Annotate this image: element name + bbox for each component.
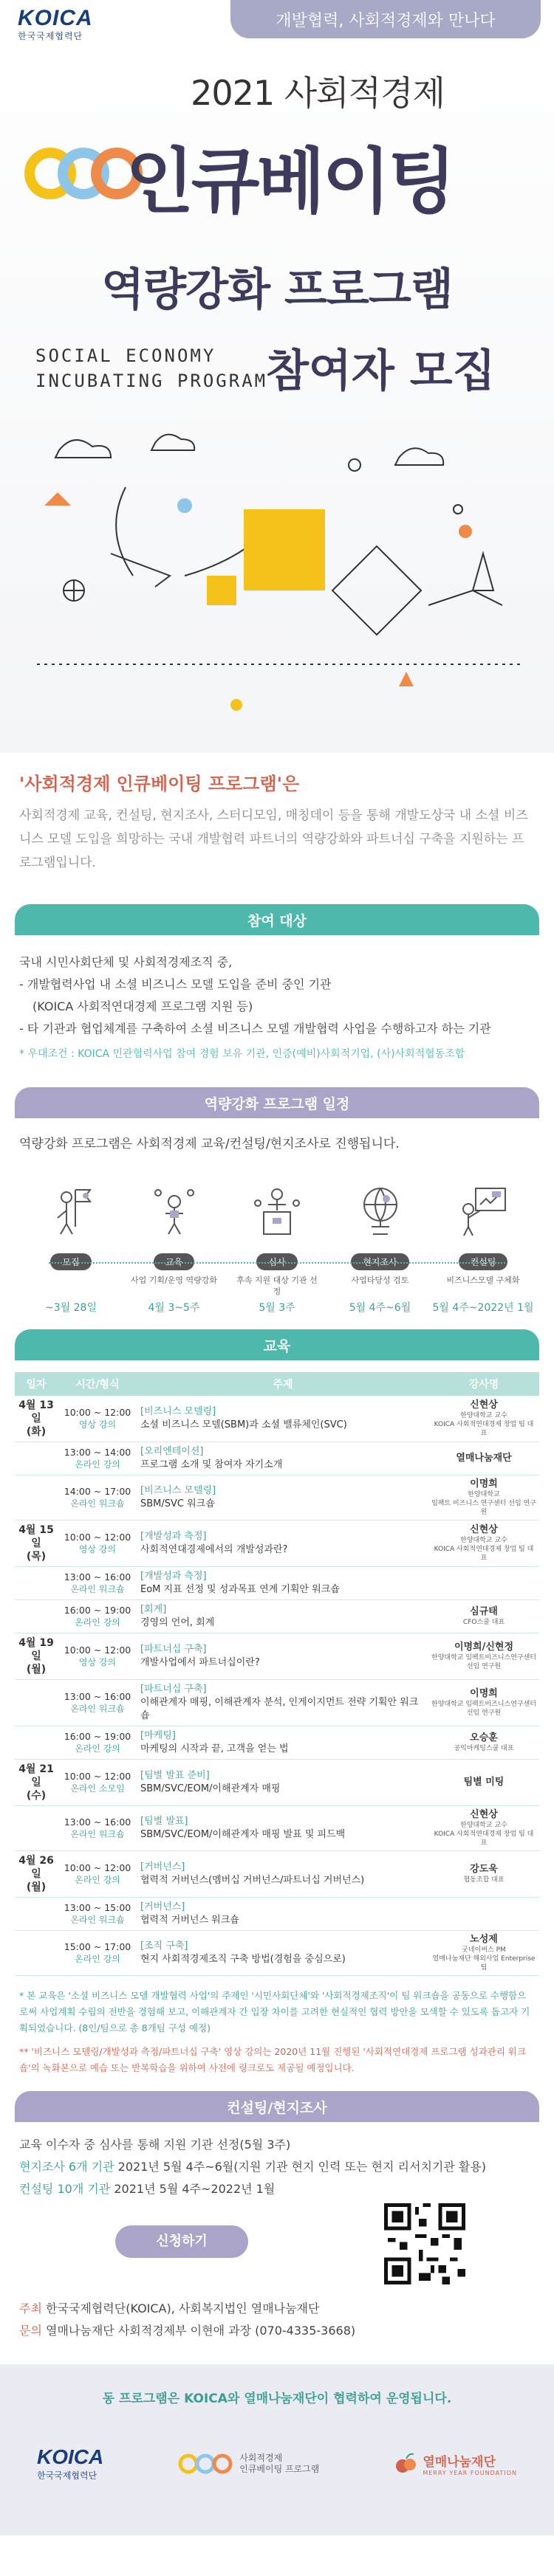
qr-code[interactable] xyxy=(384,2203,465,2284)
row-time-cell xyxy=(58,1442,137,1475)
inquiry-val: 열매나눔재단 사회적경제부 이현애 과장 (070-4335-3668) xyxy=(46,2324,356,2338)
flag-person-icon xyxy=(41,1181,100,1240)
koica-footer-logo-sub: 한국국제협력단 xyxy=(36,2470,98,2481)
row-mode: 영상 강의 xyxy=(78,1419,117,1430)
inquiry-key: 문의 xyxy=(19,2324,42,2338)
education-section xyxy=(0,1360,554,1983)
schedule-steps xyxy=(19,1181,535,1315)
row-time-cell xyxy=(58,1851,137,1898)
consulting-line xyxy=(19,2178,535,2200)
koica-logo xyxy=(18,6,93,42)
lecture-icon xyxy=(145,1181,204,1240)
table-row xyxy=(15,1851,539,1898)
row-time: 10:00 ~ 12:00 xyxy=(64,1407,131,1418)
eligibility-line: 국내 시민사회단체 및 사회적경제조직 중, xyxy=(19,955,233,969)
row-topic-cell xyxy=(137,1475,428,1521)
hero-english-line2: INCUBATING PROGRAM xyxy=(35,371,268,391)
row-date: 4월 13일 (화) xyxy=(15,1396,58,1442)
col-time: 시간/형식 xyxy=(58,1372,137,1396)
row-lecturer-cell xyxy=(428,1600,539,1633)
step-date: 4월 3~5주 xyxy=(148,1302,200,1314)
koica-logo-text: KOICA xyxy=(18,6,93,30)
row-category: [회계] xyxy=(140,1604,167,1615)
education-note-1: * 본 교육은 '소셜 비즈니스 모델 개발협력 사업'의 주제인 '시민사회단체'와 '사회적경제조직'이 팀 워크숍을 공동으로 수행함으로써 사업계획 수립의 전반을 경험해 보고, 이해관계자 간 입장 차이를 고려한 현실적인 협력 방안을 모색할 수 있도록 돕고자 기획되었습니다. (8인/팀으로 총 8개팀 구성 예정) xyxy=(19,1990,530,2033)
row-topic: 프로그램 소개 및 참여자 자기소개 xyxy=(140,1459,283,1470)
consulting-line: 교육 이수자 중 심사를 통해 지원 기관 선정(5월 3주) xyxy=(19,2138,291,2152)
row-topic-cell xyxy=(137,1567,428,1600)
row-time: 16:00 ~ 19:00 xyxy=(64,1605,131,1616)
row-topic: 마케팅의 시작과 끝, 고객을 얻는 법 xyxy=(140,1743,289,1754)
row-lecturer: 신현상 xyxy=(470,1399,498,1411)
row-time-cell xyxy=(58,1600,137,1633)
row-topic-cell xyxy=(137,1806,428,1851)
step-desc: 후속 지원 대상 기관 선정 xyxy=(236,1275,318,1296)
row-time-cell xyxy=(58,1726,137,1760)
row-time-cell xyxy=(58,1567,137,1600)
hero-subtitle: 역량강화 프로그램 xyxy=(101,264,453,316)
row-topic-cell xyxy=(137,1726,428,1760)
row-time-cell xyxy=(58,1521,137,1567)
tagline-pill: 개발협력, 사회적경제와 만나다 xyxy=(230,0,541,38)
podium-icon xyxy=(247,1181,307,1240)
row-topic-cell xyxy=(137,1600,428,1633)
step-date: 5월 4주~6월 xyxy=(349,1302,411,1314)
incubating-footer-logo xyxy=(177,2451,319,2476)
schedule-section xyxy=(0,1118,554,1329)
row-lecturer-cell xyxy=(428,1633,539,1680)
row-category: [조직 구축] xyxy=(140,1940,188,1952)
schedule-step xyxy=(233,1181,321,1315)
row-time: 13:00 ~ 16:00 xyxy=(64,1691,131,1702)
hero-recruit-title: 참여자 모집 xyxy=(266,345,496,397)
row-time-cell xyxy=(58,1806,137,1851)
step-desc: 비즈니스모델 구체화 xyxy=(446,1275,520,1285)
row-time-cell xyxy=(58,1898,137,1931)
fruit-icon xyxy=(393,2451,418,2476)
row-time-cell xyxy=(58,1396,137,1442)
host-key: 주최 xyxy=(19,2301,42,2315)
row-topic-cell xyxy=(137,1898,428,1931)
row-topic: 개발사업에서 파트너십이란? xyxy=(140,1657,260,1668)
consulting-section xyxy=(0,2122,554,2276)
consulting-val: 2021년 5월 4주~2022년 1월 xyxy=(114,2182,276,2196)
row-time: 10:00 ~ 12:00 xyxy=(64,1771,131,1782)
row-topic: 협력적 거버넌스(멤버십 거버넌스/파트너십 거버넌스) xyxy=(140,1875,365,1886)
schedule-step xyxy=(336,1181,425,1315)
row-topic-cell xyxy=(137,1680,428,1726)
row-lecturer-affiliation: 협동조합 대표 xyxy=(463,1876,505,1884)
row-lecturer: 신현상 xyxy=(470,1524,498,1535)
eligibility-note: * 우대조건 : KOICA 민관협력사업 참여 경험 보유 기관, 인증(예비)사회적기업, (사)사회적협동조합 xyxy=(19,1048,465,1060)
row-lecturer: 강도욱 xyxy=(470,1864,498,1875)
row-lecturer-affiliation: 한양대학교 임팩트비즈니스연구센터 선임 연구원 xyxy=(431,1701,536,1717)
row-category: [파트너십 구축] xyxy=(140,1644,207,1655)
row-lecturer-affiliation: 한양대학교 임팩트비즈니스연구센터 선임 연구원 xyxy=(431,1654,536,1670)
table-row xyxy=(15,1442,539,1475)
consulting-key: 현지조사 6개 기관 xyxy=(19,2160,114,2174)
row-time: 10:00 ~ 12:00 xyxy=(64,1532,131,1543)
row-date: 4월 15일 (목) xyxy=(15,1521,58,1567)
merry-year-footer-logo xyxy=(393,2451,517,2476)
row-time: 14:00 ~ 17:00 xyxy=(64,1486,131,1497)
row-topic-cell xyxy=(137,1633,428,1680)
row-time: 15:00 ~ 17:00 xyxy=(64,1941,131,1952)
row-lecturer-cell xyxy=(428,1521,539,1567)
incubating-logo-line1: 사회적경제 xyxy=(239,2452,283,2463)
row-mode: 온라인 강의 xyxy=(75,1875,120,1885)
footer-message: 동 프로그램은 KOICA와 열매나눔재단이 협력하여 운영됩니다. xyxy=(102,2391,452,2406)
row-date xyxy=(15,1600,58,1633)
col-topic: 주제 xyxy=(137,1372,428,1396)
row-mode: 온라인 워크숍 xyxy=(70,1584,125,1594)
inquiry-line xyxy=(19,2320,535,2342)
host-val: 한국국제협력단(KOICA), 사회복지법인 열매나눔재단 xyxy=(46,2301,320,2315)
row-topic: 사회적연대경제에서의 개발성과란? xyxy=(140,1544,288,1555)
row-date xyxy=(15,1898,58,1931)
row-date xyxy=(15,1680,58,1726)
intro-section xyxy=(0,753,554,904)
row-time-cell xyxy=(58,1475,137,1521)
row-date xyxy=(15,1567,58,1600)
globe-icon xyxy=(351,1181,410,1240)
row-category: [오리엔테이션] xyxy=(140,1446,204,1457)
table-row xyxy=(15,1680,539,1726)
row-date xyxy=(15,1806,58,1851)
row-time: 13:00 ~ 16:00 xyxy=(64,1571,131,1583)
row-mode: 온라인 워크숍 xyxy=(70,1829,125,1839)
education-table xyxy=(15,1372,539,1976)
merry-year-logo-name: 열매나눔재단 xyxy=(423,2454,496,2470)
row-category: [마케팅] xyxy=(140,1730,176,1741)
row-lecturer-affiliation: 한양대학교 교수 KOICA 사회적연대경제 창업 팀 대표 xyxy=(434,1537,534,1562)
intro-body: 사회적경제 교육, 컨설팅, 현지조사, 스터디모임, 매칭데이 등을 통해 개발도상국 내 소셜 비즈니스 모델 도입을 희망하는 국내 개발협력 파트너의 역량강화와 파트너십 구축을 지원하는 프로그램입니다. xyxy=(19,808,528,870)
row-lecturer-cell xyxy=(428,1898,539,1931)
row-time: 10:00 ~ 12:00 xyxy=(64,1862,131,1873)
row-mode: 영상 강의 xyxy=(78,1657,117,1667)
step-date: 5월 4주~2022년 1월 xyxy=(432,1302,534,1314)
row-lecturer-affiliation: 공익마케팅스쿨 대표 xyxy=(454,1745,514,1752)
row-time: 13:00 ~ 16:00 xyxy=(64,1816,131,1828)
row-lecturer: 심규태 xyxy=(470,1606,498,1617)
schedule-lead: 역량강화 프로그램은 사회적경제 교육/컨설팅/현지조사로 진행됩니다. xyxy=(19,1137,400,1151)
row-lecturer-cell xyxy=(428,1567,539,1600)
schedule-step xyxy=(27,1181,115,1315)
row-topic: 현지 사회적경제조직 구축 방법(경험을 중심으로) xyxy=(140,1954,346,1965)
row-lecturer-cell xyxy=(428,1760,539,1806)
row-topic: SBM/SVC 워크숍 xyxy=(140,1498,215,1509)
row-lecturer-affiliation: 한양대학교 교수 KOICA 사회적연대경제 창업 팀 대표 xyxy=(434,1412,534,1437)
row-category: [파트너십 구축] xyxy=(140,1684,207,1695)
row-topic: SBM/SVC/EOM/이해관계자 매핑 xyxy=(140,1783,281,1794)
incubating-footer-logo-text xyxy=(239,2453,319,2475)
merry-year-logo-sub: MERRY YEAR FOUNDATION xyxy=(423,2469,517,2476)
row-topic: SBM/SVC/EOM/이해관계자 매핑 발표 및 피드백 xyxy=(140,1829,346,1840)
table-row xyxy=(15,1806,539,1851)
education-note-2: ** '비즈니스 모델링/개발성과 측정/파트너십 구축' 영상 강의는 2020년 11월 진행된 '사회적연대경제 프로그램 성과관리 워크숍'의 녹화본으로 예습 또는 반복학습을 위하여 사전에 링크로도 제공될 예정입니다. xyxy=(19,2046,527,2073)
hero-section xyxy=(0,0,554,753)
table-row xyxy=(15,1396,539,1442)
step-tag: 컨설팅 xyxy=(459,1253,508,1270)
schedule-step xyxy=(130,1181,219,1315)
step-tag: 교육 xyxy=(154,1253,194,1270)
table-row xyxy=(15,1521,539,1567)
row-lecturer: 노성제 xyxy=(470,1934,498,1945)
education-notes xyxy=(0,1983,554,2091)
eligibility-section xyxy=(0,935,554,1087)
row-mode: 온라인 강의 xyxy=(75,1617,120,1628)
row-lecturer-affiliation: 한양대학교 교수 KOICA 사회적연대경제 창업 팀 대표 xyxy=(434,1822,534,1847)
steps-connector xyxy=(49,1262,505,1264)
row-date: 4월 21일 (수) xyxy=(15,1760,58,1806)
row-time: 13:00 ~ 15:00 xyxy=(64,1902,131,1913)
row-lecturer-affiliation: 한양대학교 임팩트 비즈니스 연구센터 선임 연구원 xyxy=(431,1491,536,1516)
step-tag: 심사 xyxy=(256,1253,297,1270)
row-category: [개발성과 측정] xyxy=(140,1531,207,1542)
row-category: [비즈니스 모델링] xyxy=(140,1485,216,1496)
footer xyxy=(0,2364,554,2535)
row-lecturer: 열매나눔재단 xyxy=(456,1453,512,1464)
merry-year-logo-text xyxy=(423,2451,517,2476)
row-lecturer: 이명희/신현정 xyxy=(454,1642,514,1653)
hero-year-line: 2021 사회적경제 xyxy=(191,73,445,113)
row-topic: 소셜 비즈니스 모델(SBM)과 소셜 밸류체인(SVC) xyxy=(140,1419,347,1430)
row-lecturer: 이명희 xyxy=(470,1688,498,1699)
row-lecturer-affiliation: CFO스쿨 대표 xyxy=(462,1619,505,1626)
row-topic-cell xyxy=(137,1760,428,1806)
consulting-key: 컨설팅 10개 기관 xyxy=(19,2182,111,2196)
row-mode: 온라인 소모임 xyxy=(70,1783,125,1794)
table-row xyxy=(15,1475,539,1521)
row-topic-cell xyxy=(137,1442,428,1475)
row-lecturer-cell xyxy=(428,1680,539,1726)
row-topic: 협력적 거버넌스 워크숍 xyxy=(140,1915,239,1926)
koica-footer-logo xyxy=(37,2445,103,2482)
eligibility-line: (KOICA 사회적연대경제 프로그램 지원 등) xyxy=(33,999,253,1013)
row-lecturer-cell xyxy=(428,1442,539,1475)
row-date xyxy=(15,1931,58,1976)
table-row xyxy=(15,1931,539,1976)
row-mode: 온라인 강의 xyxy=(75,1459,120,1470)
table-row xyxy=(15,1633,539,1680)
row-time-cell xyxy=(58,1633,137,1680)
step-desc: 사업 기획/운영 역량강화 xyxy=(131,1275,217,1285)
table-row xyxy=(15,1726,539,1760)
education-table-body xyxy=(15,1396,539,1976)
col-lecturer: 강사명 xyxy=(428,1372,539,1396)
table-row xyxy=(15,1567,539,1600)
row-category: [거버넌스] xyxy=(140,1862,185,1873)
incubating-rings-small-icon xyxy=(177,2451,233,2476)
row-topic: 경영의 언어, 회계 xyxy=(140,1617,215,1628)
hero-illustration xyxy=(15,421,539,731)
apply-button[interactable]: 신청하기 xyxy=(115,2225,248,2258)
row-lecturer-cell xyxy=(428,1396,539,1442)
consulting-title: 컨설팅/현지조사 xyxy=(15,2091,539,2122)
row-topic-cell xyxy=(137,1931,428,1976)
row-lecturer-affiliation: 굿네이버스 PM 열매나눔재단 해외사업 Enterprise 팀 xyxy=(432,1946,536,1971)
step-tag: 현지조사 xyxy=(351,1253,408,1270)
contact-section xyxy=(0,2276,554,2349)
row-lecturer-cell xyxy=(428,1726,539,1760)
row-mode: 온라인 워크숍 xyxy=(70,1498,125,1509)
incubating-logo-line2: 인큐베이팅 프로그램 xyxy=(239,2463,320,2474)
step-desc: 사업타당성 검토 xyxy=(351,1275,409,1285)
koica-logo-sub: 한국국제협력단 xyxy=(18,31,83,41)
row-mode: 온라인 워크숍 xyxy=(70,1915,125,1925)
education-header-row xyxy=(15,1372,539,1396)
row-lecturer: 팀별 미팅 xyxy=(463,1777,505,1788)
row-lecturer-cell xyxy=(428,1475,539,1521)
row-mode: 온라인 강의 xyxy=(75,1954,120,1964)
consulting-val: 2021년 5월 4주~6월(지원 기관 현지 인력 또는 현지 리서치기관 활용) xyxy=(117,2160,487,2174)
row-topic-cell xyxy=(137,1396,428,1442)
row-lecturer: 오승훈 xyxy=(470,1732,498,1743)
row-time: 13:00 ~ 14:00 xyxy=(64,1447,131,1458)
row-lecturer-cell xyxy=(428,1851,539,1898)
row-time: 16:00 ~ 19:00 xyxy=(64,1731,131,1742)
koica-footer-logo-text: KOICA xyxy=(36,2445,104,2468)
intro-heading: '사회적경제 인큐베이팅 프로그램'은 xyxy=(19,774,300,794)
row-time-cell xyxy=(58,1680,137,1726)
table-row xyxy=(15,1760,539,1806)
education-title: 교육 xyxy=(15,1329,539,1360)
row-time-cell xyxy=(58,1931,137,1976)
row-topic: EoM 지표 선정 및 성과목표 연계 기획안 워크숍 xyxy=(140,1584,340,1595)
row-lecturer: 이명희 xyxy=(470,1478,498,1490)
row-date xyxy=(15,1442,58,1475)
row-mode: 온라인 워크숍 xyxy=(70,1704,125,1714)
row-category: [거버넌스] xyxy=(140,1901,185,1912)
row-mode: 영상 강의 xyxy=(78,1544,117,1554)
step-tag: 모집 xyxy=(50,1253,91,1270)
row-category: [개발성과 측정] xyxy=(140,1571,207,1582)
schedule-step xyxy=(432,1181,534,1315)
hero-english-line1: SOCIAL ECONOMY xyxy=(35,345,216,366)
row-date: 4월 26일 (월) xyxy=(15,1851,58,1898)
table-row xyxy=(15,1600,539,1633)
row-lecturer-cell xyxy=(428,1806,539,1851)
consulting-line xyxy=(19,2156,535,2178)
row-mode: 온라인 강의 xyxy=(75,1743,120,1754)
schedule-title: 역량강화 프로그램 일정 xyxy=(15,1087,539,1118)
host-line xyxy=(19,2298,535,2320)
row-time: 10:00 ~ 12:00 xyxy=(64,1645,131,1656)
row-category: [팀별 발표] xyxy=(140,1816,188,1827)
row-topic-cell xyxy=(137,1521,428,1567)
table-row xyxy=(15,1898,539,1931)
row-date: 4월 19일 (월) xyxy=(15,1633,58,1680)
consulting-icon xyxy=(454,1181,513,1240)
eligibility-title: 참여 대상 xyxy=(15,904,539,935)
eligibility-line: - 타 기관과 협업체계를 구축하여 소셜 비즈니스 모델 개발협력 사업을 수행하고자 하는 기관 xyxy=(19,1022,491,1036)
hero-english-title xyxy=(35,343,267,393)
step-date: 5월 3주 xyxy=(259,1302,295,1314)
row-lecturer-cell xyxy=(428,1931,539,1976)
row-category: [비즈니스 모델링] xyxy=(140,1406,216,1417)
row-category: [팀별 발표 준비] xyxy=(140,1770,210,1781)
row-topic: 이해관계자 매핑, 이해관계자 분석, 인게이지먼트 전략 기획안 워크숍 xyxy=(140,1697,419,1721)
step-date: ~3월 28일 xyxy=(45,1302,97,1314)
eligibility-line: - 개발협력사업 내 소셜 비즈니스 모델 도입을 준비 중인 기관 xyxy=(19,977,332,991)
row-lecturer: 신현상 xyxy=(470,1809,498,1820)
footer-logos xyxy=(0,2445,554,2482)
col-date: 일자 xyxy=(15,1372,58,1396)
row-topic-cell xyxy=(137,1851,428,1898)
row-time-cell xyxy=(58,1760,137,1806)
hero-main-title: 인큐베이팅 xyxy=(126,140,454,223)
row-date xyxy=(15,1475,58,1521)
row-date xyxy=(15,1726,58,1760)
